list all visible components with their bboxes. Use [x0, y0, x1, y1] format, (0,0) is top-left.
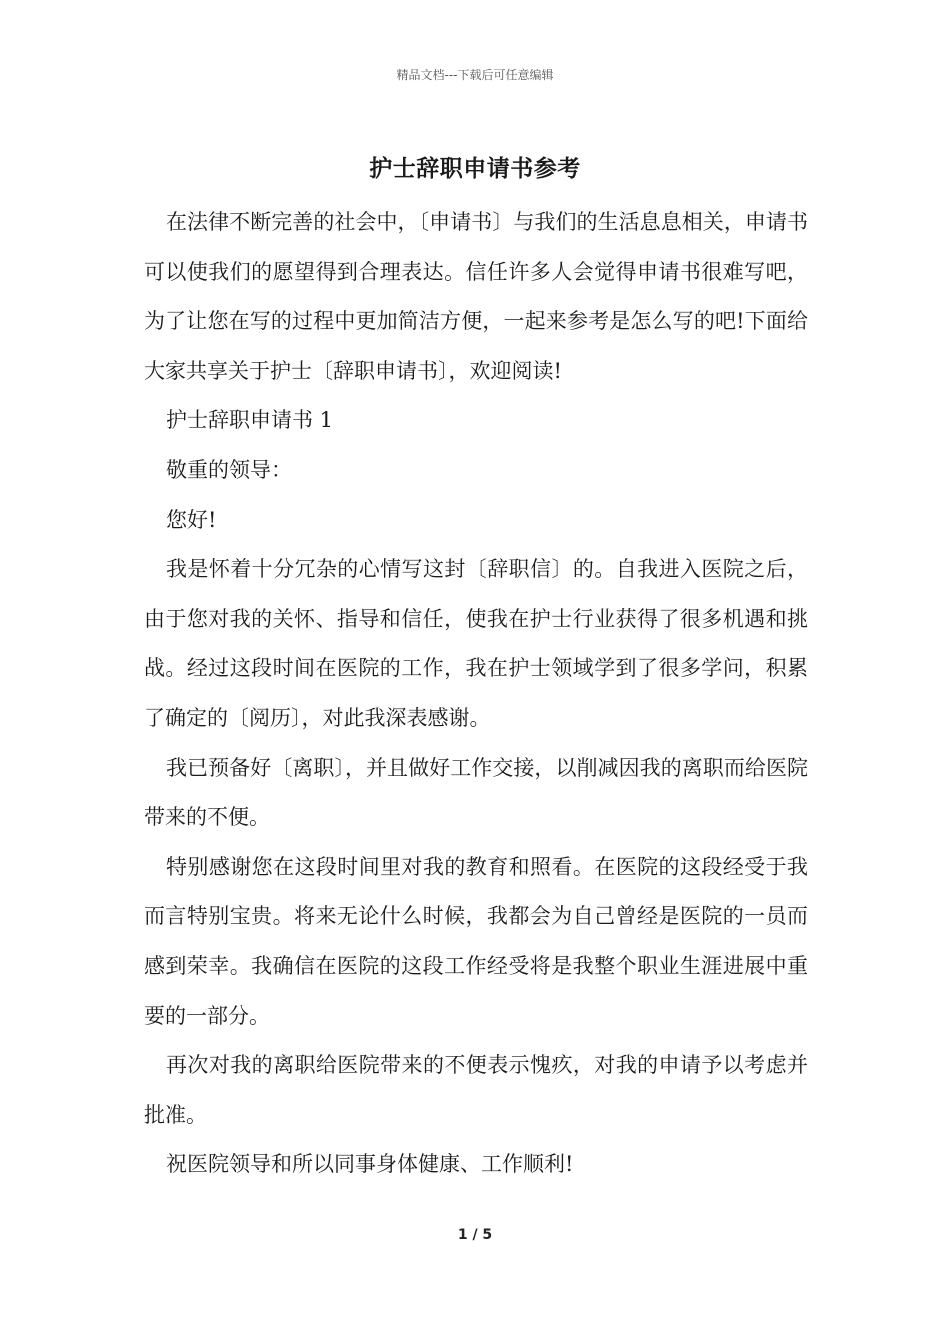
- paragraph-body-3: 特别感谢您在这段时间里对我的教育和照看。在医院的这段经受于我而言特别宝贵。将来无论什么时候，我都会为自己曾经是医院的一员而感到荣幸。我确信在医院的这段工作经受将是我整个职业生涯进展中重要的一部分。: [144, 854, 808, 1028]
- document-body: [144, 198, 808, 1190]
- paragraph-body-2: 我已预备好〔离职〕，并且做好工作交接，以削减因我的离职而给医院带来的不便。: [144, 755, 808, 830]
- paragraph-body-4: 再次对我的离职给医院带来的不便表示愧疚，对我的申请予以考虑并批准。: [144, 1053, 808, 1127]
- paragraph-greeting: 您好!: [166, 507, 217, 532]
- paragraph-section-heading: 护士辞职申请书 1: [166, 408, 334, 433]
- document-title: 护士辞职申请书参考: [369, 155, 581, 182]
- paragraph-salutation: 敬重的领导：: [166, 457, 292, 482]
- paragraph-intro: 在法律不断完善的社会中，〔申请书〕与我们的生活息息相关，申请书可以使我们的愿望得到合理表达。信任许多人会觉得申请书很难写吧，为了让您在写的过程中更加简洁方便，一起来参考是怎么写的吧!下面给大家共享关于护士〔辞职申请书〕，欢迎阅读!: [144, 210, 808, 383]
- page-number: 1 / 5: [457, 1227, 493, 1243]
- page-header: 精品文档---下载后可任意编辑: [396, 68, 554, 82]
- paragraph-closing: 祝医院领导和所以同事身体健康、工作顺利!: [166, 1152, 574, 1177]
- paragraph-body-1: 我是怀着十分冗杂的心情写这封〔辞职信〕的。自我进入医院之后，由于您对我的关怀、指导和信任，使我在护士行业获得了很多机遇和挑战。经过这段时间在医院的工作，我在护士领域学到了很多学问，积累了确定的〔阅历〕，对此我深表感谢。: [144, 557, 808, 730]
